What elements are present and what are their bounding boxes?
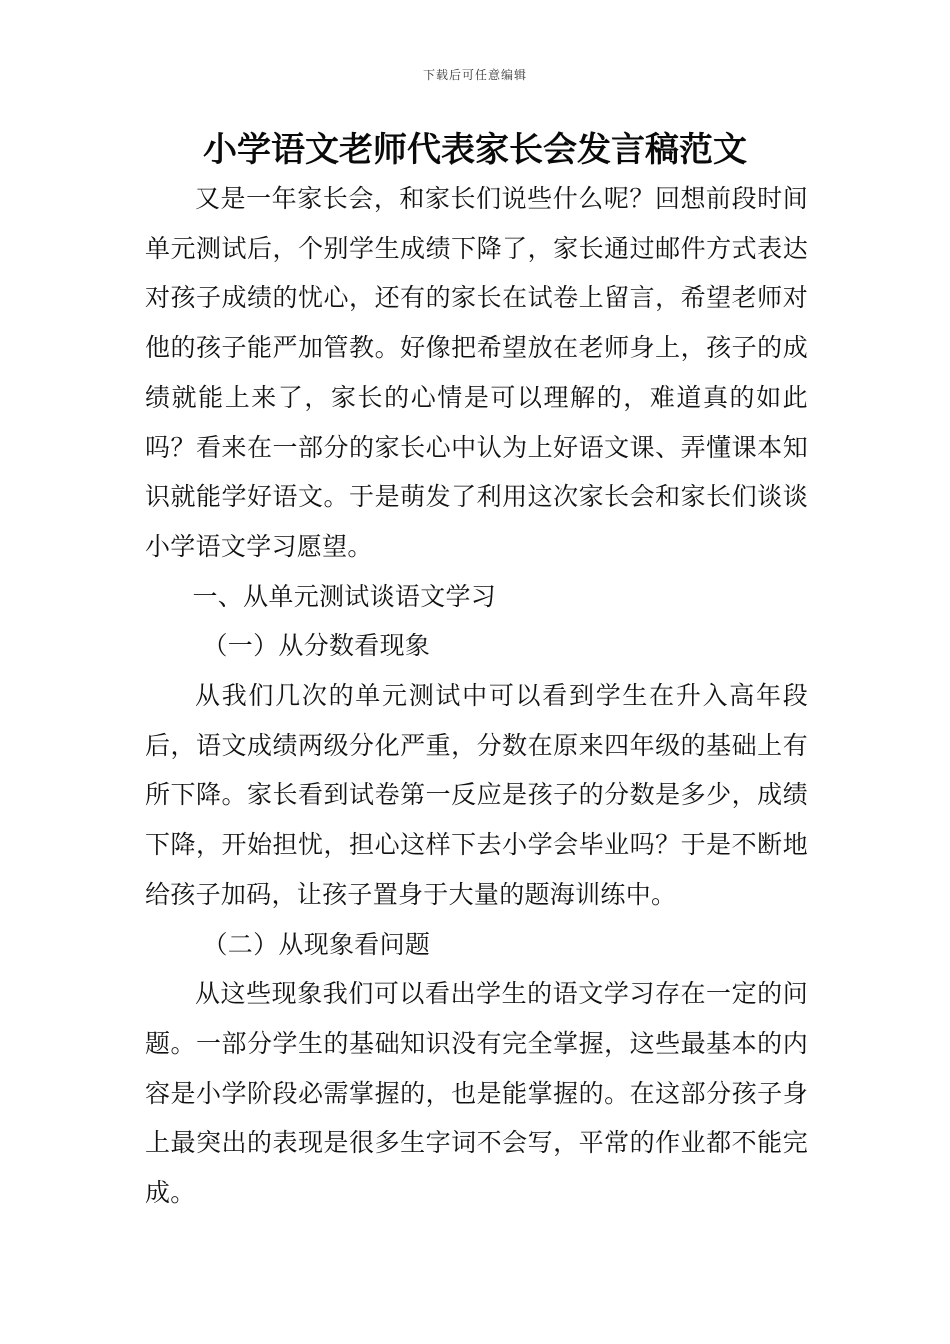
section-heading-1: 一、从单元测试谈语文学习 [192,581,497,611]
header-note: 下载后可任意编辑 [422,68,527,82]
intro-paragraph: 又是一年家长会，和家长们说些什么呢？回想前段时间单元测试后，个别学生成绩下降了，家长通过邮件方式表达对孩子成绩的忧心，还有的家长在试卷上留言，希望老师对他的孩子能严加管教。好像把希望放在老师身上，孩子的成绩就能上来了，家长的心情是可以理解的，难道真的如此吗？看来在一部分的家长心中认为上好语文课、弄懂课本知识就能学好语文。于是萌发了利用这次家长会和家长们谈谈小学语文学习愿望。 [145,184,808,561]
subsection-heading-1: （一）从分数看现象 [202,631,431,661]
document-title: 小学语文老师代表家长会发言稿范文 [203,130,747,170]
body-paragraph-scores: 从我们几次的单元测试中可以看到学生在升入高年段后，语文成绩两级分化严重，分数在原来四年级的基础上有所下降。家长看到试卷第一反应是孩子的分数是多少，成绩下降，开始担忧，担心这样下去小学会毕业吗？于是不断地给孩子加码，让孩子置身于大量的题海训练中。 [145,681,808,909]
document-body [145,174,808,1218]
subsection-heading-2: （二）从现象看问题 [202,929,431,959]
body-paragraph-problems: 从这些现象我们可以看出学生的语文学习存在一定的问题。一部分学生的基础知识没有完全掌握，这些最基本的内容是小学阶段必需掌握的，也是能掌握的。在这部分孩子身上最突出的表现是很多生字词不会写，平常的作业都不能完成。 [145,979,808,1208]
